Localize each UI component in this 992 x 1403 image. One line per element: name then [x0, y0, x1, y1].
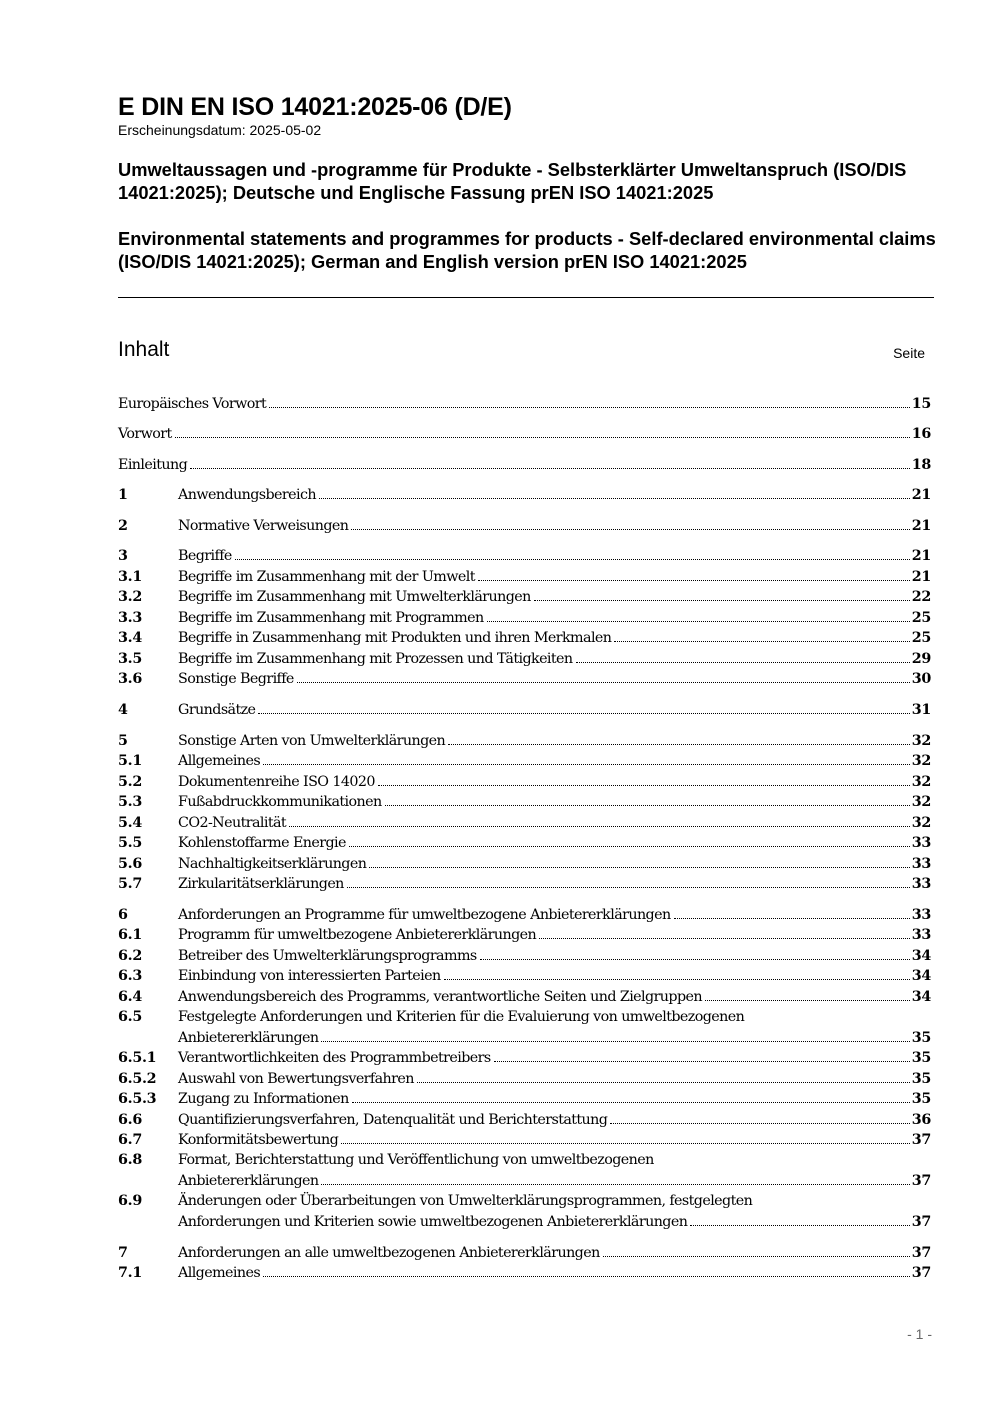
toc-entry[interactable] — [118, 587, 931, 607]
dot-leader — [610, 1123, 909, 1124]
toc-entry[interactable] — [118, 854, 931, 874]
dot-leader — [321, 1184, 909, 1185]
toc-entry-number: 6.1 — [118, 927, 142, 943]
toc-entry-page-number: 37 — [911, 1214, 931, 1230]
toc-entry-number: 4 — [118, 702, 128, 718]
toc-entry-title: Begriffe im Zusammenhang mit Umwelterklärungen — [178, 589, 531, 605]
toc-entry[interactable] — [118, 792, 931, 812]
toc-entry-number: 6.4 — [118, 989, 142, 1005]
toc-entry-page-number: 33 — [911, 927, 931, 943]
dot-leader — [494, 1061, 910, 1062]
toc-entry[interactable] — [118, 669, 931, 689]
toc-entry-number: 5.4 — [118, 815, 142, 831]
toc-entry-title: Allgemeines — [178, 753, 261, 769]
toc-entry-number: 5 — [118, 733, 128, 749]
dot-leader — [289, 826, 910, 827]
dot-leader — [263, 1276, 910, 1277]
dot-leader — [444, 979, 910, 980]
dot-leader — [347, 887, 910, 888]
toc-entry[interactable] — [118, 628, 931, 648]
dot-leader — [258, 713, 909, 714]
toc-entry[interactable] — [118, 1007, 931, 1048]
dot-leader — [417, 1082, 910, 1083]
toc-entry-number: 6.3 — [118, 968, 142, 984]
toc-entry-page-number: 34 — [911, 948, 931, 964]
toc-entry-page-number: 33 — [911, 876, 931, 892]
toc-entry-page-number: 32 — [911, 753, 931, 769]
toc-entry-title: Anforderungen und Kriterien sowie umweltbezogenen Anbietererklärungen — [178, 1214, 688, 1230]
dot-leader — [351, 529, 909, 530]
toc-entry[interactable] — [118, 485, 931, 505]
toc-entry-number: 3.4 — [118, 630, 142, 646]
toc-entry-page-number: 21 — [911, 518, 931, 534]
toc-entry-page-number: 31 — [911, 702, 931, 718]
toc-entry[interactable] — [118, 394, 931, 414]
toc-entry[interactable] — [118, 649, 931, 669]
toc-entry[interactable] — [118, 1069, 931, 1089]
toc-entry-title: Begriffe in Zusammenhang mit Produkten und ihren Merkmalen — [178, 630, 612, 646]
toc-entry-page-number: 18 — [911, 457, 931, 473]
publication-date: Erscheinungsdatum: 2025-05-02 — [118, 122, 322, 138]
toc-entry[interactable] — [118, 925, 931, 945]
toc-entry-number: 5.3 — [118, 794, 142, 810]
dot-leader — [235, 559, 910, 560]
toc-entry[interactable] — [118, 1130, 931, 1150]
toc-page-column-heading: Seite — [893, 345, 925, 361]
toc-entry-title: Einleitung — [118, 457, 188, 473]
toc-heading: Inhalt — [118, 338, 170, 361]
toc-entry-title: Betreiber des Umwelterklärungsprogramms — [178, 948, 477, 964]
toc-entry-title: Begriffe im Zusammenhang mit der Umwelt — [178, 569, 475, 585]
toc-entry-page-number: 30 — [911, 671, 931, 687]
toc-entry-page-number: 32 — [911, 815, 931, 831]
toc-entry-title: Anwendungsbereich — [178, 487, 316, 503]
toc-entry[interactable] — [118, 546, 931, 566]
toc-entry-number: 6.5 — [118, 1009, 142, 1025]
toc-entry[interactable] — [118, 424, 931, 444]
toc-entry-page-number: 33 — [911, 856, 931, 872]
dot-leader — [378, 785, 910, 786]
toc-entry[interactable] — [118, 1191, 931, 1232]
toc-entry-page-number: 33 — [911, 835, 931, 851]
toc-entry-number: 5.2 — [118, 774, 142, 790]
toc-entry-page-number: 32 — [911, 733, 931, 749]
toc-entry-number: 5.7 — [118, 876, 142, 892]
toc-entry[interactable] — [118, 1243, 931, 1263]
toc-entry-number: 6.9 — [118, 1193, 142, 1209]
toc-entry-page-number: 22 — [911, 589, 931, 605]
toc-entry-number: 5.6 — [118, 856, 142, 872]
toc-entry[interactable] — [118, 516, 931, 536]
toc-entry-title: Anbietererklärungen — [178, 1030, 319, 1046]
toc-entry-title: Anforderungen an alle umweltbezogenen Anbietererklärungen — [178, 1245, 600, 1261]
toc-entry-title: Begriffe im Zusammenhang mit Prozessen und Tätigkeiten — [178, 651, 573, 667]
toc-entry-title: Normative Verweisungen — [178, 518, 349, 534]
toc-entry-number: 6 — [118, 907, 128, 923]
toc-entry-title: Grundsätze — [178, 702, 256, 718]
toc-entry-number: 5.5 — [118, 835, 142, 851]
toc-entry[interactable] — [118, 567, 931, 587]
dot-leader — [674, 918, 910, 919]
toc-entry-title: Anwendungsbereich des Programms, verantwortliche Seiten und Zielgruppen — [178, 989, 702, 1005]
toc-entry[interactable] — [118, 813, 931, 833]
dot-leader — [690, 1225, 909, 1226]
toc-entry-title: Europäisches Vorwort — [118, 396, 267, 412]
dot-leader — [603, 1256, 910, 1257]
toc-entry-title: Nachhaltigkeitserklärungen — [178, 856, 367, 872]
toc-entry-number: 3.5 — [118, 651, 142, 667]
toc-entry-number: 6.8 — [118, 1152, 142, 1168]
toc-entry-page-number: 37 — [911, 1173, 931, 1189]
toc-entry-page-number: 37 — [911, 1265, 931, 1281]
toc-entry-title: Einbindung von interessierten Parteien — [178, 968, 441, 984]
toc-entry-number: 3.3 — [118, 610, 142, 626]
toc-entry-number: 3.2 — [118, 589, 142, 605]
toc-entry-page-number: 29 — [911, 651, 931, 667]
dot-leader — [190, 468, 910, 469]
toc-entry-page-number: 21 — [911, 569, 931, 585]
toc-entry[interactable] — [118, 700, 931, 720]
toc-entry-title: Sonstige Arten von Umwelterklärungen — [178, 733, 446, 749]
toc-entry-page-number: 37 — [911, 1132, 931, 1148]
toc-entry-number: 7.1 — [118, 1265, 142, 1281]
title-german: Umweltaussagen und -programme für Produkte - Selbsterklärter Umweltanspruch (ISO/DIS 14021:2025); Deutsche und Englische Fassung prEN ISO 14021:2025 — [118, 159, 907, 203]
toc-entry-title-first-line: Änderungen oder Überarbeitungen von Umwelterklärungsprogrammen, festgelegten — [178, 1193, 753, 1209]
toc-entry[interactable] — [118, 874, 931, 894]
toc-entry-number: 3 — [118, 548, 128, 564]
document-identifier: E DIN EN ISO 14021:2025-06 (D/E) — [118, 93, 512, 121]
toc-entry-page-number: 36 — [911, 1112, 931, 1128]
toc-entry-number: 6.5.1 — [118, 1050, 157, 1066]
dot-leader — [614, 641, 909, 642]
dot-leader — [385, 805, 910, 806]
toc-entry-page-number: 25 — [911, 610, 931, 626]
toc-entry-title: Programm für umweltbezogene Anbietererklärungen — [178, 927, 537, 943]
toc-entry[interactable] — [118, 987, 931, 1007]
toc-entry[interactable] — [118, 608, 931, 628]
toc-entry-title: Dokumentenreihe ISO 14020 — [178, 774, 375, 790]
toc-entry[interactable] — [118, 1110, 931, 1130]
toc-entry-title-first-line: Festgelegte Anforderungen und Kriterien für die Evaluierung von umweltbezogenen — [178, 1009, 745, 1025]
dot-leader — [352, 1102, 910, 1103]
toc-entry-number: 6.5.2 — [118, 1071, 157, 1087]
dot-leader — [369, 867, 909, 868]
toc-entry[interactable] — [118, 1263, 931, 1283]
toc-entry[interactable] — [118, 731, 931, 751]
toc-entry-title: Begriffe im Zusammenhang mit Programmen — [178, 610, 484, 626]
page-number: - 1 - — [907, 1326, 932, 1342]
toc-entry-title: Anbietererklärungen — [178, 1173, 319, 1189]
toc-entry[interactable] — [118, 751, 931, 771]
title-english: Environmental statements and programmes for products - Self-declared environmental claims (ISO/DIS 14021:2025); German and English version prEN ISO 14021:2025 — [118, 228, 936, 272]
toc-entry[interactable] — [118, 1048, 931, 1068]
toc-entry-page-number: 32 — [911, 774, 931, 790]
toc-entry-title: Kohlenstoffarme Energie — [178, 835, 346, 851]
toc-entry-page-number: 34 — [911, 989, 931, 1005]
toc-entry-page-number: 32 — [911, 794, 931, 810]
toc-entry-page-number: 25 — [911, 630, 931, 646]
dot-leader — [349, 846, 910, 847]
toc-entry-number: 6.6 — [118, 1112, 142, 1128]
toc-entry-title: Verantwortlichkeiten des Programmbetreibers — [178, 1050, 491, 1066]
toc-entry-number: 1 — [118, 487, 128, 503]
toc-entry-number: 2 — [118, 518, 128, 534]
toc-entry-title: CO2-Neutralität — [178, 815, 287, 831]
dot-leader — [534, 600, 910, 601]
toc-entry-page-number: 37 — [911, 1245, 931, 1261]
toc-entry-page-number: 33 — [911, 907, 931, 923]
toc-entry-title: Anforderungen an Programme für umweltbezogene Anbietererklärungen — [178, 907, 671, 923]
toc-entry[interactable] — [118, 455, 931, 475]
toc-entry[interactable] — [118, 1150, 931, 1191]
toc-entry-title: Zirkularitätserklärungen — [178, 876, 344, 892]
dot-leader — [478, 580, 910, 581]
toc-entry-number: 6.5.3 — [118, 1091, 157, 1107]
dot-leader — [341, 1143, 910, 1144]
dot-leader — [263, 764, 910, 765]
toc-entry-title-first-line: Format, Berichterstattung und Veröffentlichung von umweltbezogenen — [178, 1152, 654, 1168]
toc-entry-number: 5.1 — [118, 753, 142, 769]
toc-entry[interactable] — [118, 833, 931, 853]
toc-entry-number: 3.1 — [118, 569, 142, 585]
header-divider — [118, 297, 934, 298]
toc-entry[interactable] — [118, 1089, 931, 1109]
toc-entry-title: Vorwort — [118, 426, 172, 442]
dot-leader — [480, 959, 910, 960]
dot-leader — [269, 407, 910, 408]
toc-entry-title: Auswahl von Bewertungsverfahren — [178, 1071, 414, 1087]
toc-entry-title: Fußabdruckkommunikationen — [178, 794, 382, 810]
dot-leader — [175, 437, 910, 438]
toc-entry-title: Konformitätsbewertung — [178, 1132, 339, 1148]
toc-entry-page-number: 16 — [911, 426, 931, 442]
toc-entry-title: Quantifizierungsverfahren, Datenqualität und Berichterstattung — [178, 1112, 608, 1128]
dot-leader — [321, 1041, 909, 1042]
toc-entry-title: Zugang zu Informationen — [178, 1091, 349, 1107]
toc-entry-number: 6.7 — [118, 1132, 142, 1148]
toc-entry-page-number: 21 — [911, 487, 931, 503]
toc-entry[interactable] — [118, 966, 931, 986]
dot-leader — [539, 938, 910, 939]
dot-leader — [576, 662, 910, 663]
toc-entry-page-number: 35 — [911, 1091, 931, 1107]
toc-entry-page-number: 35 — [911, 1030, 931, 1046]
toc-entry-page-number: 34 — [911, 968, 931, 984]
toc-entry-title: Sonstige Begriffe — [178, 671, 294, 687]
toc-entry-title: Begriffe — [178, 548, 232, 564]
toc-entry-number: 7 — [118, 1245, 128, 1261]
dot-leader — [705, 1000, 910, 1001]
toc-entry-page-number: 15 — [911, 396, 931, 412]
toc-entry-title: Allgemeines — [178, 1265, 261, 1281]
dot-leader — [297, 682, 910, 683]
toc-entry-page-number: 35 — [911, 1050, 931, 1066]
toc-entry[interactable] — [118, 905, 931, 925]
toc-entry-page-number: 35 — [911, 1071, 931, 1087]
toc-entry[interactable] — [118, 946, 931, 966]
toc-entry[interactable] — [118, 772, 931, 792]
toc-entry-page-number: 21 — [911, 548, 931, 564]
toc-entry-number: 3.6 — [118, 671, 142, 687]
dot-leader — [319, 498, 910, 499]
dot-leader — [487, 621, 910, 622]
toc-entry-number: 6.2 — [118, 948, 142, 964]
dot-leader — [448, 744, 910, 745]
